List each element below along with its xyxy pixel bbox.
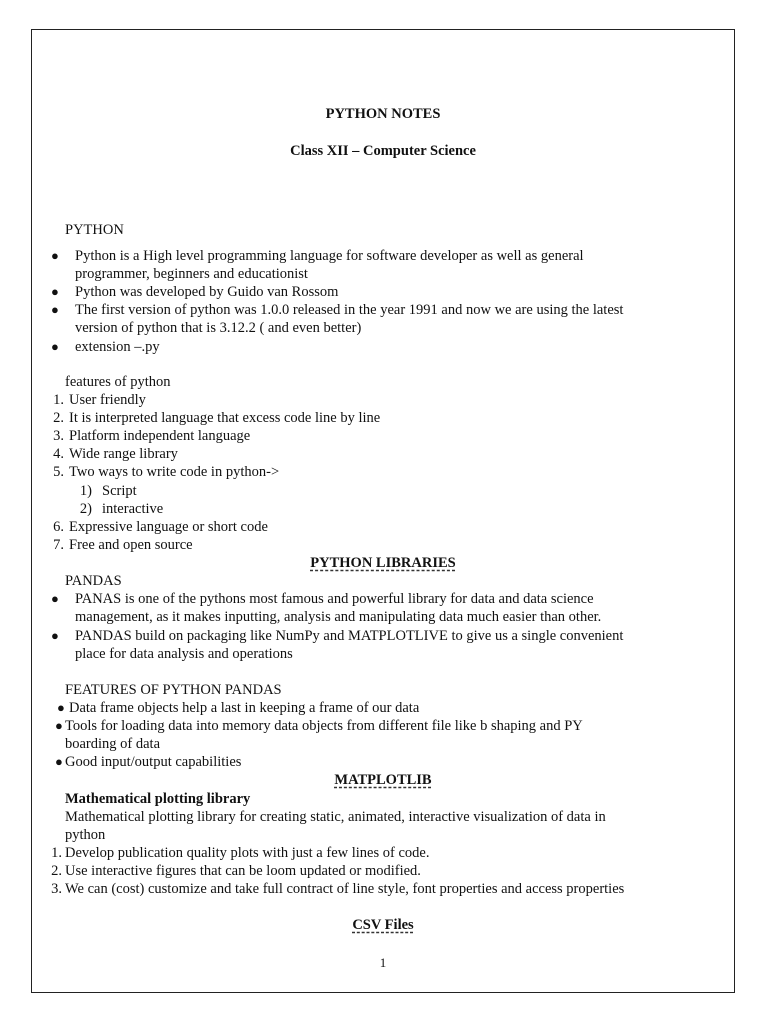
list-item: Wide range library [69, 446, 178, 462]
list-item: The first version of python was 1.0.0 released in the year 1991 and now we are using the latest [75, 302, 624, 318]
list-item: Platform independent language [69, 428, 251, 444]
list-number: 4. [53, 446, 64, 462]
document-title: PYTHON NOTES [325, 106, 441, 122]
list-item: Data frame objects help a last in keeping a frame of our data [69, 700, 420, 716]
list-number: 3. [53, 428, 64, 444]
features-heading: features of python [65, 374, 171, 390]
list-item: Two ways to write code in python-> [69, 464, 280, 480]
list-number: 1) [79, 483, 92, 499]
pandas-heading: PANDAS [65, 573, 122, 589]
list-item: Free and open source [69, 537, 193, 553]
list-item: Develop publication quality plots with just a few lines of code. [65, 845, 430, 861]
section-heading [31, 554, 735, 572]
paragraph-line: Mathematical plotting library for creating static, animated, interactive visualization of data in [65, 809, 606, 825]
bullet-icon: ● [51, 248, 59, 263]
bullet-icon: ● [51, 339, 59, 354]
bullet-icon: ● [55, 718, 63, 733]
page-number: 1 [379, 955, 387, 970]
list-number: 2. [51, 863, 62, 879]
list-number: 2) [79, 501, 92, 517]
bullet-icon: ● [51, 302, 59, 317]
list-item: Use interactive figures that can be loom updated or modified. [65, 863, 421, 879]
list-number: 6. [53, 519, 64, 535]
list-item: Tools for loading data into memory data objects from different file like b shaping and PY [65, 718, 583, 734]
list-item-continuation: boarding of data [65, 736, 161, 752]
list-number: 7. [53, 537, 64, 553]
list-number: 3. [51, 881, 62, 897]
paragraph-line: python [65, 827, 106, 843]
list-item-continuation: programmer, beginners and educationist [75, 266, 308, 282]
list-number: 2. [53, 410, 64, 426]
list-item: Expressive language or short code [69, 519, 268, 535]
bullet-icon: ● [51, 628, 59, 643]
pandas-features-heading: FEATURES OF PYTHON PANDAS [65, 682, 282, 698]
python-heading: PYTHON [65, 222, 124, 238]
list-item-continuation: place for data analysis and operations [75, 646, 293, 662]
bullet-icon: ● [51, 591, 59, 606]
list-item-continuation: management, as it makes inputting, analysis and manipulating data much easier than other. [75, 609, 602, 625]
list-item: Python is a High level programming language for software developer as well as general [75, 248, 584, 264]
list-item: We can (cost) customize and take full contract of line style, font properties and access properties [65, 881, 625, 897]
csv-heading: CSV Files [352, 917, 414, 933]
list-item: Script [102, 483, 137, 499]
bullet-icon: ● [57, 700, 65, 715]
list-item: Good input/output capabilities [65, 754, 242, 770]
list-item: It is interpreted language that excess code line by line [69, 410, 381, 426]
list-item: interactive [102, 501, 164, 517]
section-heading [31, 771, 735, 789]
bullet-icon: ● [55, 754, 63, 769]
list-item-continuation: version of python that is 3.12.2 ( and even better) [75, 320, 362, 336]
matplotlib-subheading: Mathematical plotting library [65, 791, 251, 807]
list-item: extension –.py [75, 339, 160, 355]
list-item: User friendly [69, 392, 146, 408]
document-subtitle: Class XII – Computer Science [290, 143, 476, 159]
list-item: PANAS is one of the pythons most famous and powerful library for data and data science [75, 591, 594, 607]
list-number: 5. [53, 464, 64, 480]
list-item: PANDAS build on packaging like NumPy and MATPLOTLIVE to give us a single convenient [75, 628, 624, 644]
section-heading [31, 916, 735, 934]
list-number: 1. [53, 392, 64, 408]
libraries-heading: PYTHON LIBRARIES [310, 555, 456, 571]
matplotlib-heading: MATPLOTLIB [334, 772, 432, 788]
list-item: Python was developed by Guido van Rossom [75, 284, 339, 300]
list-number: 1. [51, 845, 62, 861]
bullet-icon: ● [51, 284, 59, 299]
